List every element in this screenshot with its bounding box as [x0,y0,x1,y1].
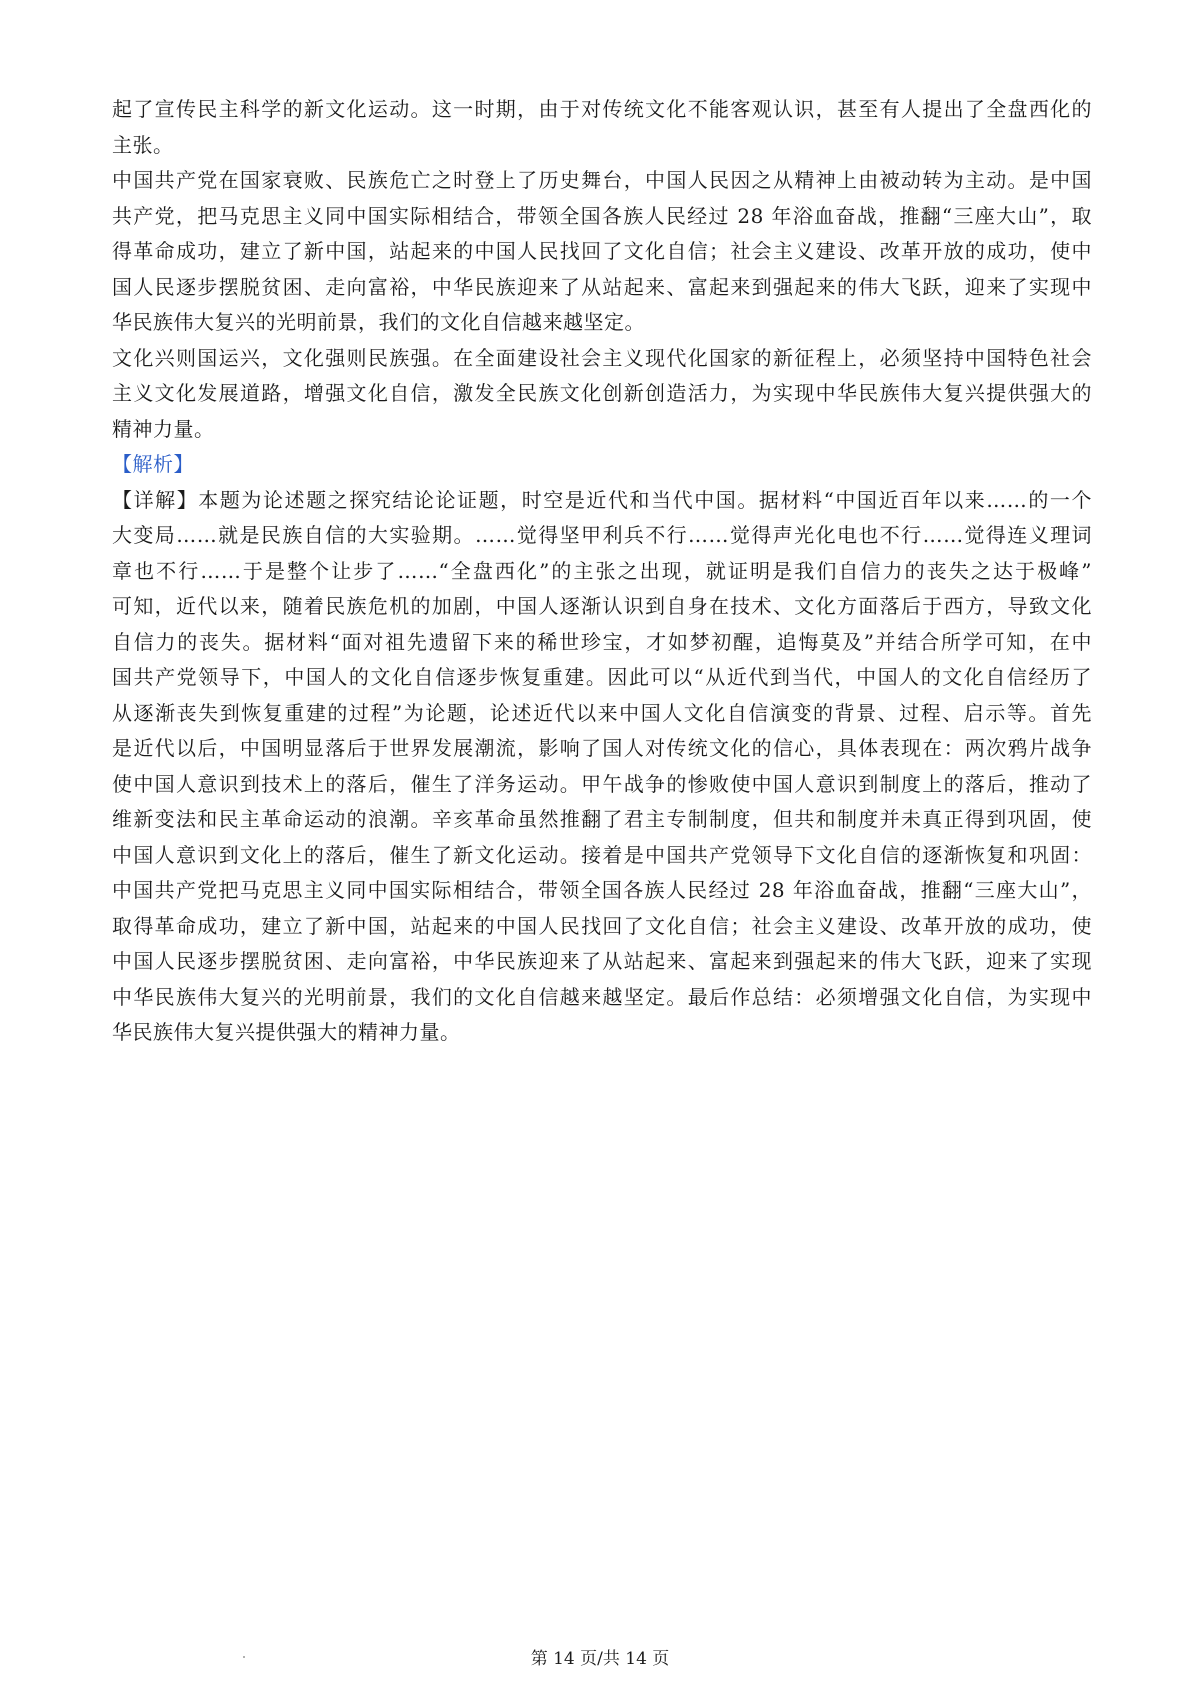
text-line: 中国共产党在国家衰败、民族危亡之时登上了历史舞台，中国人民因之从精神上由被动转为主动。是中国 [112,168,1092,192]
document-body [112,92,1092,1051]
text-line: 起了宣传民主科学的新文化运动。这一时期，由于对传统文化不能客观认识，甚至有人提出了全盘西化的 [112,97,1092,121]
text-line: 中国人意识到文化上的落后，催生了新文化运动。接着是中国共产党领导下文化自信的逐渐恢复和巩固： [112,842,1092,867]
page-footer: 第 14 页/共 14 页 [530,1649,670,1669]
text-line: 主张。 [112,132,174,157]
text-line: 【详解】本题为论述题之探究结论论证题，时空是近代和当代中国。据材料“中国近百年以来……的一个 [112,487,1092,512]
text-line: 主义文化发展道路，增强文化自信，激发全民族文化创新创造活力，为实现中华民族伟大复兴提供强大的 [112,381,1092,405]
analysis-label: 【解析】 [112,452,194,476]
detail-paragraph [112,483,1092,1051]
text-line: 取得革命成功，建立了新中国，站起来的中国人民找回了文化自信；社会主义建设、改革开放的成功，使 [112,913,1092,938]
paragraph-intro [112,92,1092,163]
text-line: 得革命成功，建立了新中国，站起来的中国人民找回了文化自信；社会主义建设、改革开放的成功，使中 [112,239,1092,263]
text-line: 维新变法和民主革命运动的浪潮。辛亥革命虽然推翻了君主专制制度，但共和制度并未真正得到巩固，使 [112,807,1092,831]
text-line: 共产党，把马克思主义同中国实际相结合，带领全国各族人民经过 28 年浴血奋战，推翻“三座大山”，取 [112,203,1092,228]
text-line: 华民族伟大复兴提供强大的精神力量。 [112,1020,461,1044]
text-line: 大变局……就是民族自信的大实验期。……觉得坚甲利兵不行……觉得声光化电也不行……觉得连义理词 [112,523,1092,547]
paragraph-cpc [112,163,1092,341]
text-line: 是近代以后，中国明显落后于世界发展潮流，影响了国人对传统文化的信心，具体表现在：两次鸦片战争 [112,736,1092,760]
text-line: 中国人民逐步摆脱贫困、走向富裕，中华民族迎来了从站起来、富起来到强起来的伟大飞跃，迎来了实现 [112,949,1092,973]
text-line: 可知，近代以来，随着民族危机的加剧，中国人逐渐认识到自身在技术、文化方面落后于西方，导致文化 [112,594,1092,618]
text-line: 中华民族伟大复兴的光明前景，我们的文化自信越来越坚定。最后作总结：必须增强文化自信，为实现中 [112,984,1092,1009]
text-line: 精神力量。 [112,416,215,441]
text-line: 使中国人意识到技术上的落后，催生了洋务运动。甲午战争的惨败使中国人意识到制度上的落后，推动了 [112,771,1092,796]
text-line: 中国共产党把马克思主义同中国实际相结合，带领全国各族人民经过 28 年浴血奋战，推翻“三座大山”， [112,878,1092,902]
text-line: 华民族伟大复兴的光明前景，我们的文化自信越来越坚定。 [112,310,645,334]
text-line: 章也不行……于是整个让步了……“全盘西化”的主张之出现，就证明是我们自信力的丧失之达于极峰” [112,558,1092,583]
text-line: 文化兴则国运兴，文化强则民族强。在全面建设社会主义现代化国家的新征程上，必须坚持中国特色社会 [112,345,1092,370]
text-line: 国共产党领导下，中国人的文化自信逐步恢复重建。因此可以“从近代到当代，中国人的文化自信经历了 [112,665,1092,689]
text-line: 自信力的丧失。据材料“面对祖先遗留下来的稀世珍宝，才如梦初醒，追悔莫及”并结合所学可知，在中 [112,629,1092,654]
text-line: 从逐渐丧失到恢复重建的过程”为论题，论述近代以来中国人文化自信演变的背景、过程、启示等。首先 [112,700,1092,725]
paragraph-conclusion [112,341,1092,448]
text-line: 国人民逐步摆脱贫困、走向富裕，中华民族迎来了从站起来、富起来到强起来的伟大飞跃，迎来了实现中 [112,274,1092,299]
